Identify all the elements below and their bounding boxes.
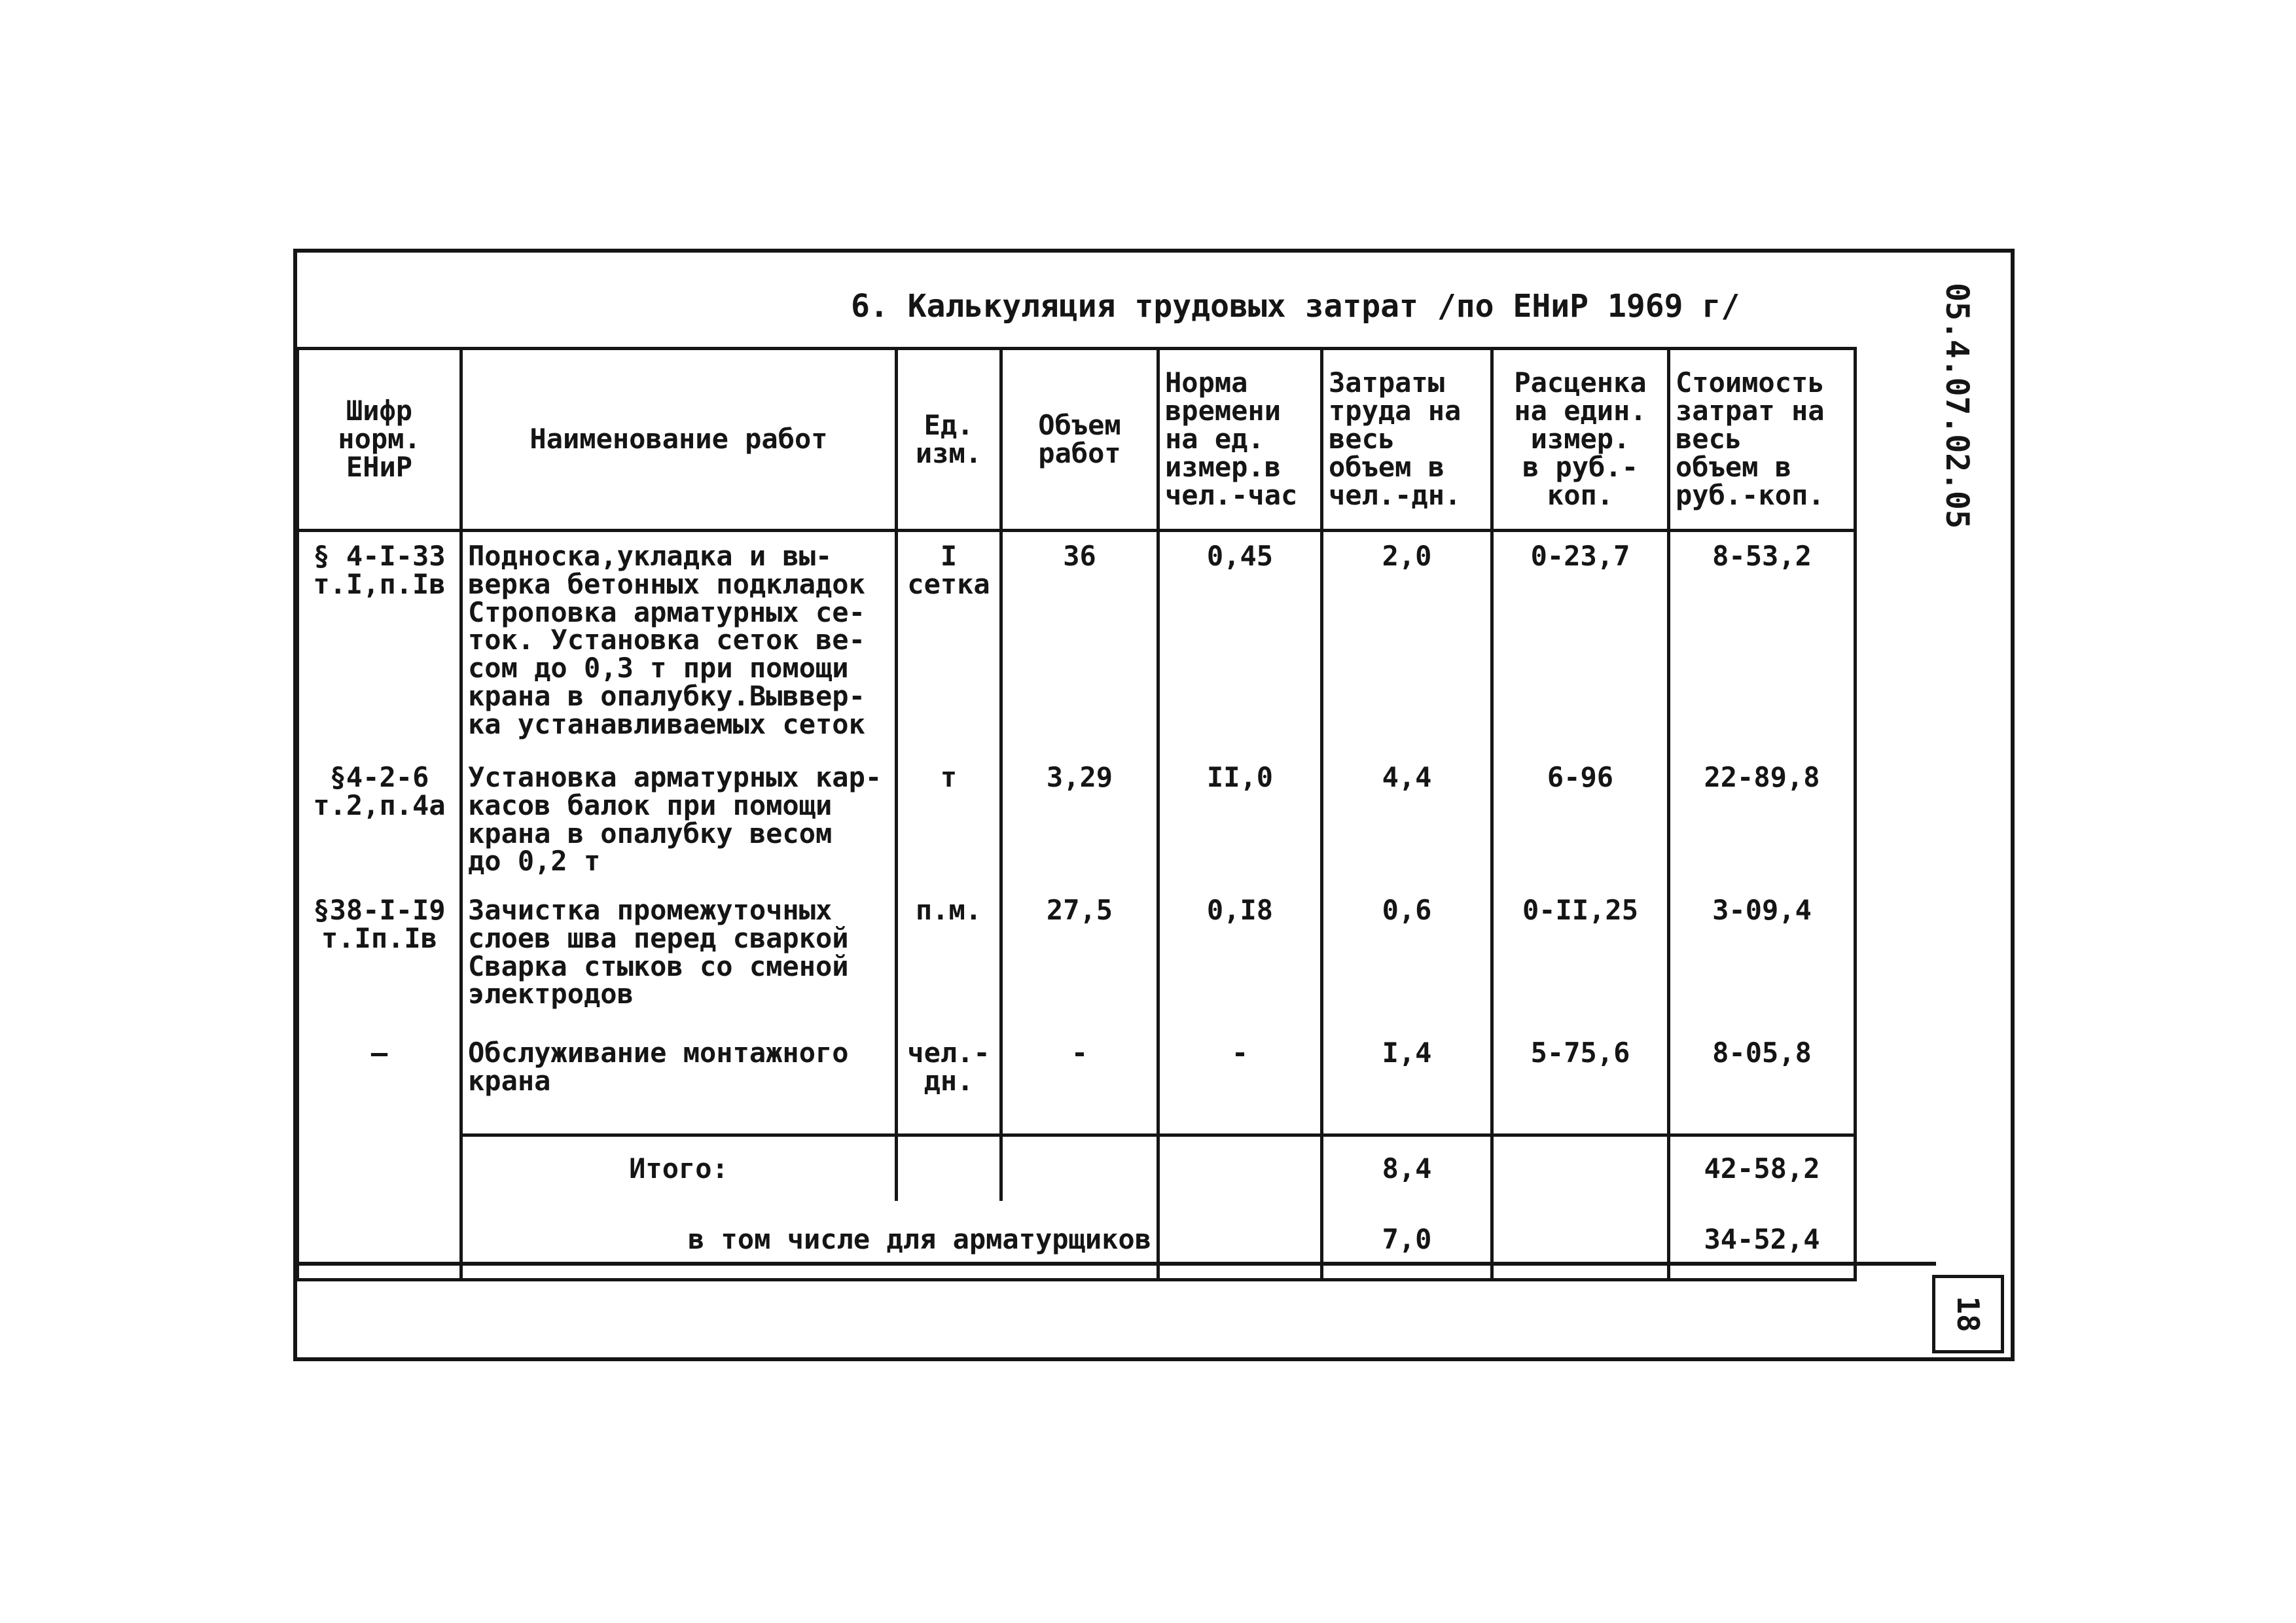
row-unit: I сетка [897, 531, 1001, 762]
subtotal-cost: 34-52,4 [1669, 1201, 1856, 1280]
header-volume: Объем работ [1001, 349, 1158, 531]
row-work-name: Обслуживание монтажного крана [461, 1037, 897, 1135]
row-unit: п.м. [897, 894, 1001, 1037]
subtotal-row [298, 1201, 1856, 1280]
total-norm-cell [1158, 1135, 1322, 1202]
labor-cost-table [296, 347, 1857, 1281]
row-unit: т [897, 761, 1001, 894]
row-code: §38-I-I9 т.Iп.Iв [298, 894, 461, 1037]
row-volume: 3,29 [1001, 761, 1158, 894]
side-document-code [1924, 281, 1990, 530]
subtotal-code-cell [298, 1201, 461, 1280]
row-cost: 3-09,4 [1669, 894, 1856, 1037]
total-volume-cell [1001, 1135, 1158, 1202]
total-code-cell [298, 1135, 461, 1202]
page-number-box [1932, 1275, 2004, 1353]
total-label: Итого: [461, 1135, 897, 1202]
header-rate: Расценка на един. измер. в руб.- коп. [1492, 349, 1669, 531]
table-header-row [298, 349, 1856, 531]
header-time-norm: Норма времени на ед. измер.в чел.-час [1158, 349, 1322, 531]
subtotal-rate-cell [1492, 1201, 1669, 1280]
row-volume: - [1001, 1037, 1158, 1135]
row-cost: 8-05,8 [1669, 1037, 1856, 1135]
header-labor: Затраты труда на весь объем в чел.-дн. [1322, 349, 1492, 531]
document-title: 6. Калькуляция трудовых затрат /по ЕНиР 1969 г/ [851, 288, 1740, 325]
row-code: — [298, 1037, 461, 1135]
row-time-norm: - [1158, 1037, 1322, 1135]
subtotal-labor: 7,0 [1322, 1201, 1492, 1280]
table-row [298, 761, 1856, 894]
row-work-name: Установка арматурных кар- касов балок при помощи крана в опалубку весом до 0,2 т [461, 761, 897, 894]
row-code: §4-2-6 т.2,п.4а [298, 761, 461, 894]
row-rate: 5-75,6 [1492, 1037, 1669, 1135]
table-row [298, 531, 1856, 762]
row-labor: 4,4 [1322, 761, 1492, 894]
total-unit-cell [897, 1135, 1001, 1202]
total-rate-cell [1492, 1135, 1669, 1202]
row-volume: 27,5 [1001, 894, 1158, 1037]
total-labor: 8,4 [1322, 1135, 1492, 1202]
row-time-norm: II,0 [1158, 761, 1322, 894]
header-unit: Ед. изм. [897, 349, 1001, 531]
row-cost: 22-89,8 [1669, 761, 1856, 894]
row-labor: 2,0 [1322, 531, 1492, 762]
row-code: § 4-I-33 т.I,п.Iв [298, 531, 461, 762]
subtotal-norm-cell [1158, 1201, 1322, 1280]
table-row [298, 894, 1856, 1037]
table-row [298, 1037, 1856, 1135]
row-unit: чел.- дн. [897, 1037, 1001, 1135]
row-work-name: Зачистка промежуточных слоев шва перед сваркой Сварка стыков со сменой электродов [461, 894, 897, 1037]
row-rate: 0-II,25 [1492, 894, 1669, 1037]
row-labor: 0,6 [1322, 894, 1492, 1037]
total-cost: 42-58,2 [1669, 1135, 1856, 1202]
subtotal-label: в том числе для арматурщиков [461, 1201, 1158, 1280]
row-labor: I,4 [1322, 1037, 1492, 1135]
row-rate: 0-23,7 [1492, 531, 1669, 762]
row-rate: 6-96 [1492, 761, 1669, 894]
row-time-norm: 0,I8 [1158, 894, 1322, 1037]
row-time-norm: 0,45 [1158, 531, 1322, 762]
row-cost: 8-53,2 [1669, 531, 1856, 762]
header-cost: Стоимость затрат на весь объем в руб.-коп. [1669, 349, 1856, 531]
row-volume: 36 [1001, 531, 1158, 762]
header-code: Шифр норм. ЕНиР [298, 349, 461, 531]
row-work-name: Подноска,укладка и вы- верка бетонных подкладок Строповка арматурных се- ток. Установка сеток ве- сом до 0,3 т при помощи крана в опалубку.Выввер- ка устанавливаемых сеток [461, 531, 897, 762]
header-work-name: Наименование работ [461, 349, 897, 531]
total-row [298, 1135, 1856, 1202]
side-code-text: 05.4.07.02.05 [1939, 283, 1975, 529]
page-number: 18 [1950, 1296, 1986, 1332]
